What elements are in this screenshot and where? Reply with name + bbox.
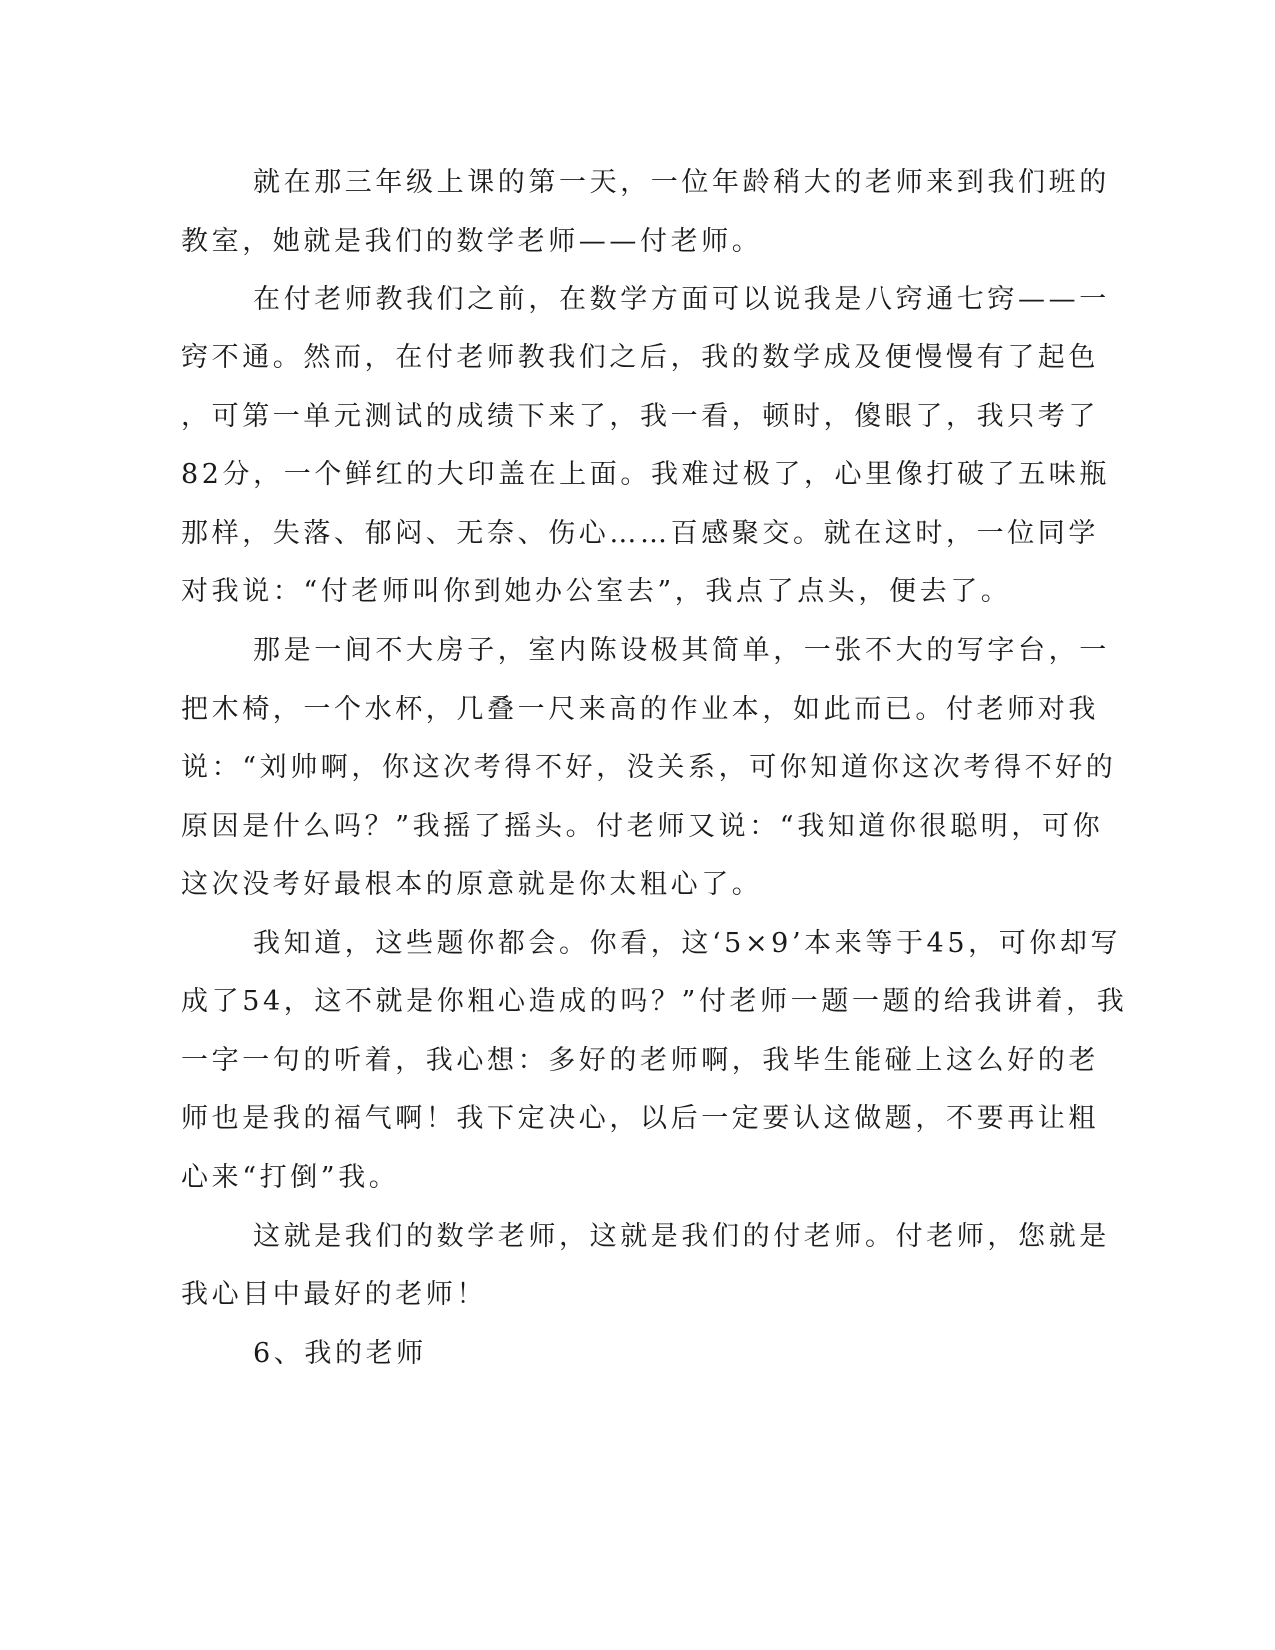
paragraph-1-line-2: 教室，她就是我们的数学老师——付老师。	[181, 226, 763, 257]
paragraph-1-line-1: 就在那三年级上课的第一天，一位年龄稍大的老师来到我们班的	[253, 167, 1110, 198]
paragraph-3-line-4: 原因是什么吗？”我摇了摇头。付老师又说：“我知道你很聪明，可你	[181, 811, 1104, 842]
paragraph-2-line-5: 那样，失落、郁闷、无奈、伤心……百感聚交。就在这时，一位同学	[181, 518, 1099, 549]
paragraph-2-line-1: 在付老师教我们之前，在数学方面可以说我是八窍通七窍——一	[253, 284, 1110, 315]
paragraph-5-line-2: 我心目中最好的老师！	[181, 1279, 487, 1310]
paragraph-4-line-2: 成了54，这不就是你粗心造成的吗？”付老师一题一题的给我讲着，我	[181, 986, 1128, 1017]
paragraph-2-line-4: 82分，一个鲜红的大印盖在上面。我难过极了，心里像打破了五味瓶	[181, 459, 1110, 490]
paragraph-5-line-1: 这就是我们的数学老师，这就是我们的付老师。付老师，您就是	[253, 1221, 1110, 1252]
paragraph-3-line-5: 这次没考好最根本的原意就是你太粗心了。	[181, 869, 763, 900]
paragraph-2-line-3: ，可第一单元测试的成绩下来了，我一看，顿时，傻眼了，我只考了	[181, 401, 1099, 432]
paragraph-3-line-2: 把木椅，一个水杯，几叠一尺来高的作业本，如此而已。付老师对我	[181, 694, 1099, 725]
paragraph-2-line-6: 对我说：“付老师叫你到她办公室去”，我点了点头，便去了。	[181, 576, 1012, 607]
paragraph-3-line-1: 那是一间不大房子，室内陈设极其简单，一张不大的写字台，一	[253, 635, 1110, 666]
paragraph-4-line-1: 我知道，这些题你都会。你看，这‘5×9’本来等于45，可你却写	[253, 928, 1122, 959]
paragraph-4-line-4: 师也是我的福气啊！我下定决心，以后一定要认这做题，不要再让粗	[181, 1103, 1099, 1134]
paragraph-4-line-5: 心来“打倒”我。	[181, 1162, 400, 1193]
paragraph-4-line-3: 一字一句的听着，我心想：多好的老师啊，我毕生能碰上这么好的老	[181, 1045, 1099, 1076]
section-heading: 6、我的老师	[253, 1338, 427, 1369]
paragraph-2-line-2: 窍不通。然而，在付老师教我们之后，我的数学成及便慢慢有了起色	[181, 342, 1099, 373]
paragraph-3-line-3: 说：“刘帅啊，你这次考得不好，没关系，可你知道你这次考得不好的	[181, 752, 1117, 783]
